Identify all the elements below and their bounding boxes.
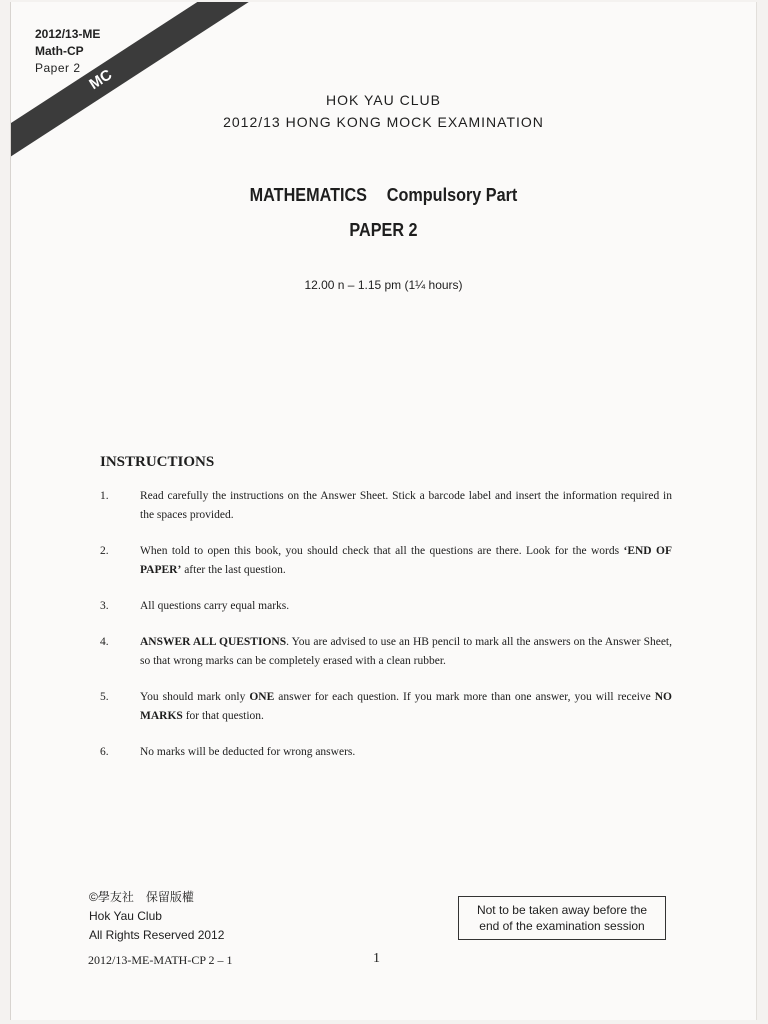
subject-code: Math-CP (35, 44, 84, 58)
instruction-text-part: When told to open this book, you should check that all the questions are there. Look for the words (140, 545, 624, 557)
instruction-emphasis: ANSWER ALL QUESTIONS (140, 636, 287, 648)
instruction-number: 5. (100, 691, 109, 703)
subject-name: MATHEMATICS (249, 185, 367, 205)
instruction-number: 4. (100, 636, 109, 648)
page-number: 1 (373, 951, 380, 966)
instruction-emphasis: ONE (249, 691, 275, 703)
instruction-number: 2. (100, 545, 109, 557)
instruction-text (140, 633, 672, 671)
paper-label: Paper 2 (35, 61, 81, 75)
instruction-text: Read carefully the instructions on the Answer Sheet. Stick a barcode label and insert the information required in the spaces provided. (140, 490, 672, 521)
instruction-text-part: after the last question. (181, 564, 286, 576)
instruction-number: 3. (100, 600, 109, 612)
instruction-text (140, 542, 672, 580)
instruction-text: No marks will be deducted for wrong answers. (140, 746, 356, 758)
copyright-rights: All Rights Reserved 2012 (89, 928, 225, 942)
instruction-text: All questions carry equal marks. (140, 600, 290, 612)
instruction-number: 1. (100, 490, 109, 502)
copyright-owner: Hok Yau Club (89, 909, 162, 923)
subject-title (48, 185, 719, 206)
instruction-text-part: for that question. (182, 710, 264, 722)
notice-line: Not to be taken away before the (476, 903, 648, 917)
club-name: HOK YAU CLUB (326, 92, 441, 108)
subject-part: Compulsory Part (386, 185, 518, 205)
exam-code: 2012/13-ME (35, 27, 101, 41)
instruction-text-part: answer for each question. If you mark more than one answer, you will receive (274, 691, 655, 703)
instruction-number: 6. (100, 746, 109, 758)
instruction-emphasis: NO MARKS (140, 691, 672, 722)
copyright-chinese: ©學友社 保留版權 (89, 890, 194, 904)
instruction-text (140, 688, 672, 726)
instruction-text-part: . You are advised to use an HB pencil to mark all the answers on the Answer Sheet, so that wrong marks can be completely erased with a clean rubber. (140, 636, 672, 667)
instruction-emphasis: ‘END OF PAPER’ (140, 545, 672, 576)
instruction-text-part: You should mark only (140, 691, 250, 703)
exam-paper-page (10, 2, 757, 1020)
exam-time: 12.00 n – 1.15 pm (1¼ hours) (304, 278, 463, 292)
notice-box (458, 896, 666, 940)
paper-title: PAPER 2 (349, 220, 418, 240)
notice-line: end of the examination session (479, 919, 645, 933)
instructions-heading: INSTRUCTIONS (100, 454, 215, 470)
exam-title: 2012/13 HONG KONG MOCK EXAMINATION (223, 114, 544, 130)
footer-paper-code: 2012/13-ME-MATH-CP 2 – 1 (88, 953, 233, 967)
mc-band-label: MC (86, 66, 116, 94)
paper-header-code (35, 26, 100, 77)
copyright-block (89, 888, 224, 945)
